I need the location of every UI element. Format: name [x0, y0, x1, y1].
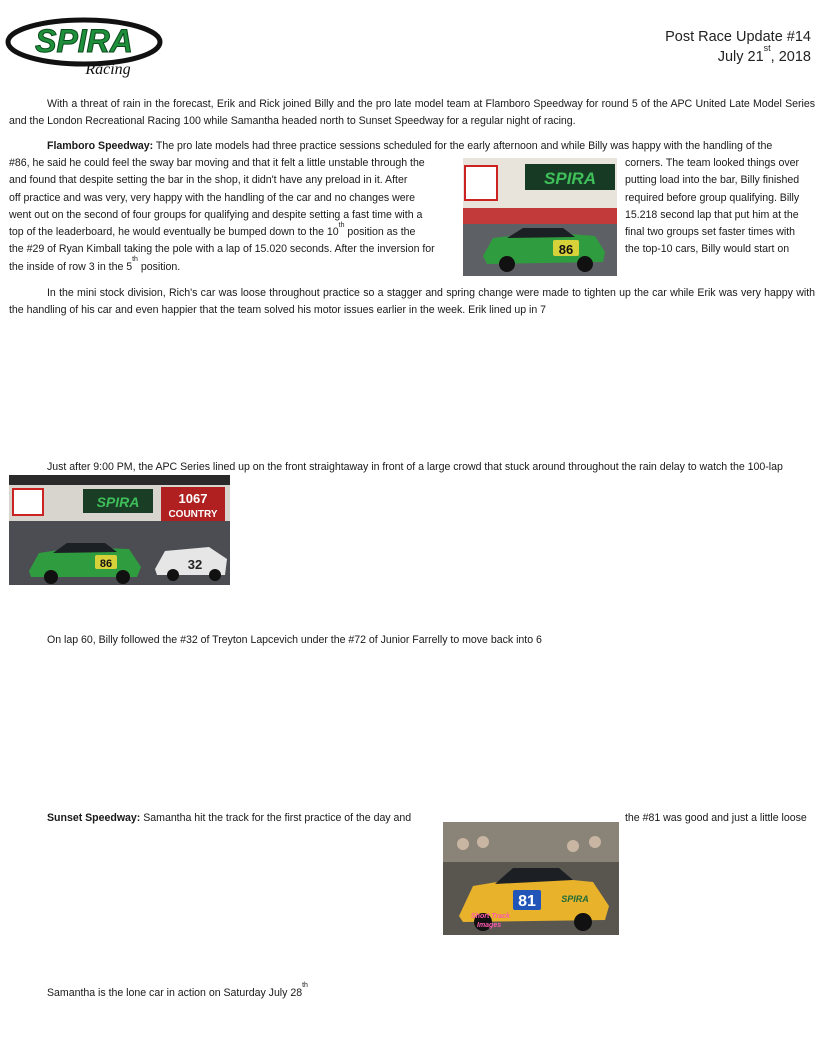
svg-text:Racing: Racing [85, 61, 131, 78]
svg-text:COUNTRY: COUNTRY [168, 509, 218, 520]
svg-text:86: 86 [558, 242, 574, 257]
svg-text:86: 86 [99, 558, 113, 570]
svg-text:SPIRA: SPIRA [561, 894, 589, 904]
update-title: Post Race Update #14 [665, 29, 811, 45]
svg-text:SPIRA: SPIRA [35, 23, 133, 59]
spira-racing-logo [4, 12, 164, 78]
intro-paragraph: With a threat of rain in the forecast, Erik and Rick joined Billy and the pro late model team at Flamboro Speedway for round 5 of the APC United Late Model Series and the London Recreational Racing 100 while Samantha headed north to Sunset Speedway for a regular night of racing. [9, 98, 815, 128]
sunset-left-column: Sunset Speedway: Samantha hit the track for the first practice of the day and [47, 812, 412, 824]
svg-text:32: 32 [187, 557, 203, 572]
svg-text:1067: 1067 [178, 491, 208, 506]
sunset-car-81-photo [443, 822, 619, 935]
mini-stock-paragraph: In the mini stock division, Rich's car was loose throughout practice so a stagger and spring change were made to tighten up the car while Erik was very happy with the handling of his car and even happier that the team solved his motor issues earlier in the week. Erik lined up in 7 [9, 287, 815, 317]
header-info [665, 27, 811, 67]
sunset-heading: Sunset Speedway: [47, 812, 141, 824]
flamboro-first-line: Flamboro Speedway: The pro late models had three practice sessions scheduled for the early afternoon and while Billy was happy with the handling of the [47, 140, 773, 152]
update-date: July 21st, 2018 [717, 43, 811, 65]
svg-text:81: 81 [518, 893, 536, 910]
apc-race-photo [9, 475, 230, 585]
lap-60-lead: On lap 60, Billy followed the #32 of Treyton Lapcevich under the #72 of Junior Farrelly to move back into 6 [47, 634, 542, 646]
flamboro-left-column: #86, he said he could feel the sway bar moving and that it felt a little unstable through the and found that despite setting the bar in the shop, it didn't have any preload in it. After off practice and was very, very happy with the handling of the car and no changes were went out on the second of four groups for qualifying and despite setting a fast time with a top of the leaderboard, he would eventually be bumped down to the 10th position as the the #29 of Ryan Kimball taking the pole with a lap of 15.020 seconds. After the inversion for the inside of row 3 in the 5th position. [9, 157, 435, 273]
svg-text:Images: Images [477, 922, 502, 929]
apc-series-lead: Just after 9:00 PM, the APC Series lined up on the front straightaway in front of a large crowd that stuck around throughout the rain delay to watch the 100-lap [47, 461, 783, 473]
flamboro-car-86-photo [463, 158, 617, 276]
flamboro-right-column: corners. The team looked things over putting load into the bar, Billy finished required before group qualifying. Billy 15.218 second lap that put him at the final two groups set faster times with the top-10 cars, Billy would start on [625, 157, 800, 256]
svg-text:SPIRA: SPIRA [96, 494, 140, 510]
closing-paragraph: Samantha is the lone car in action on Saturday July 28th [47, 982, 308, 999]
svg-text:SPIRA: SPIRA [544, 169, 596, 188]
flamboro-heading: Flamboro Speedway: [47, 140, 154, 152]
sunset-right-column: the #81 was good and just a little loose [625, 812, 807, 824]
svg-text:Short Track: Short Track [471, 913, 510, 920]
